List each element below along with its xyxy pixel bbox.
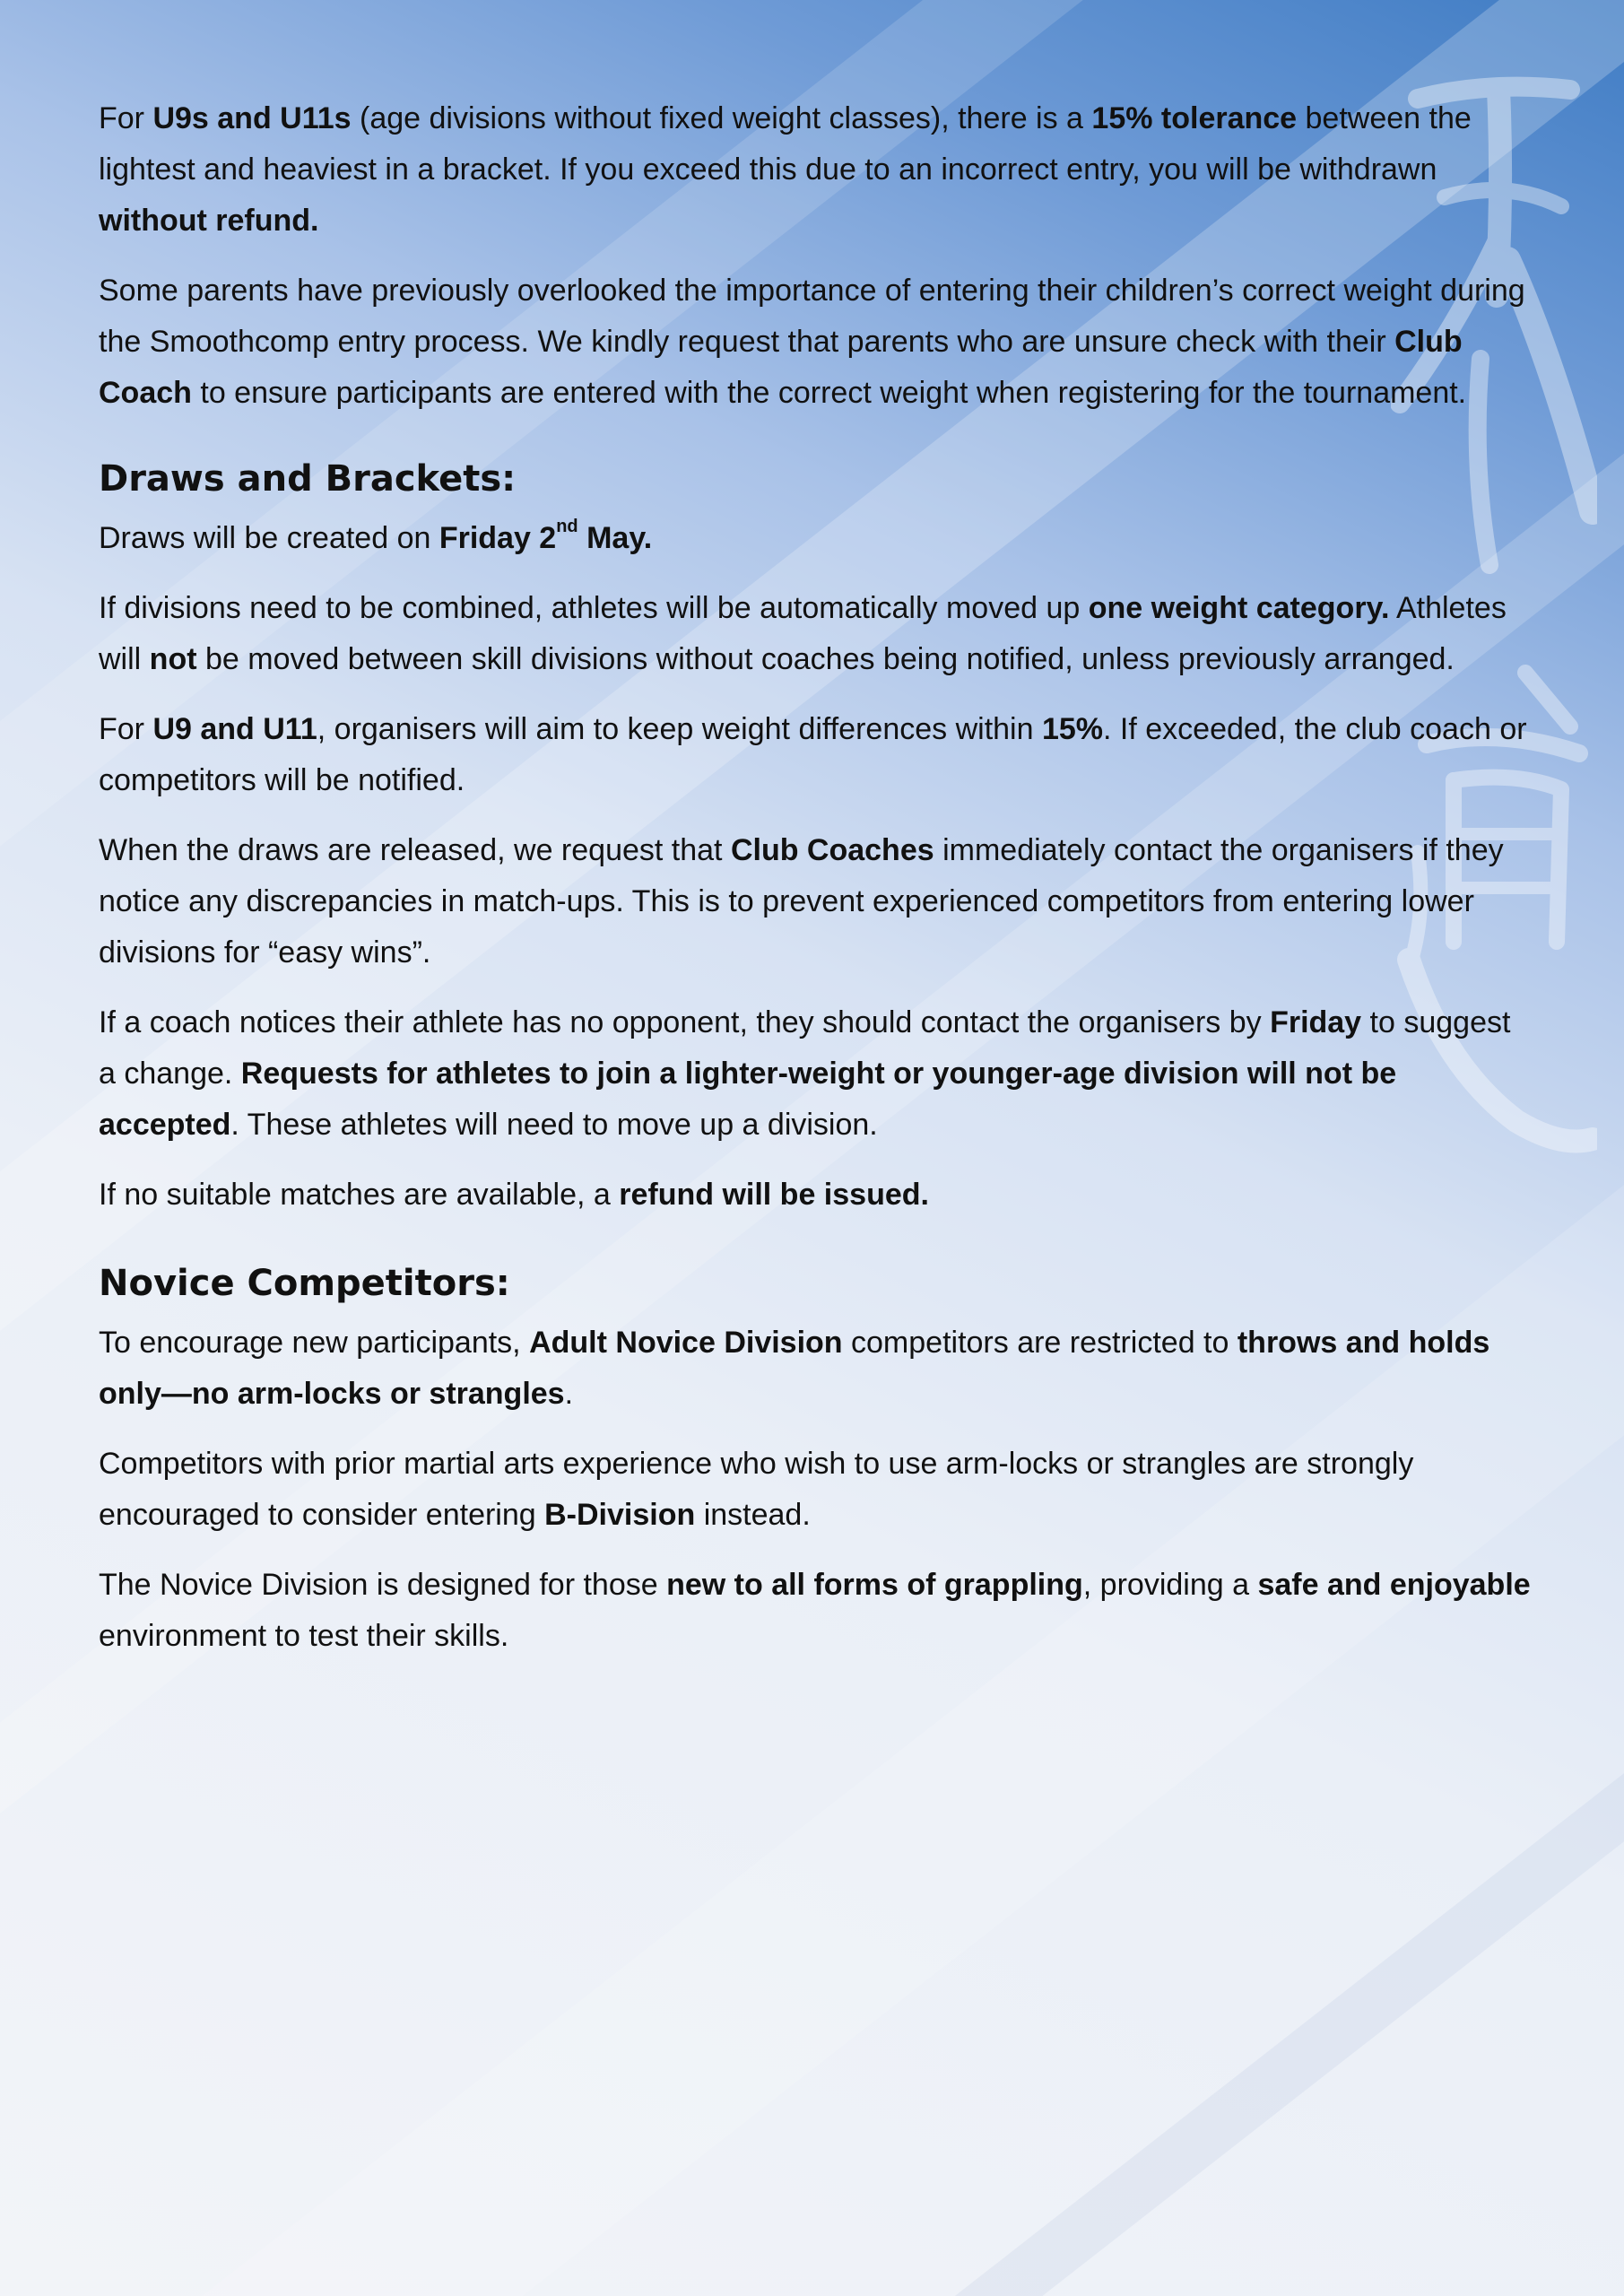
draws-date-paragraph: Draws will be created on Friday 2nd May. <box>99 517 653 555</box>
tolerance-paragraph: For U9s and U11s (age divisions without fixed weight classes), there is a 15% tolerance between the lightest and heaviest in a bracket. If you exceed this due to an incorrect entry, you will be withdrawn without refund. <box>99 101 1472 238</box>
novice-purpose-paragraph: The Novice Division is designed for those new to all forms of grappling, providing a safe and enjoyable environment to test their skills. <box>99 1568 1531 1653</box>
document-body <box>99 93 1533 1681</box>
novice-heading: Novice Competitors: <box>99 1263 510 1304</box>
weight-entry-paragraph: Some parents have previously overlooked the importance of entering their children’s correct weight during the Smoothcomp entry process. We kindly request that parents who are unsure check with their Club Coach to ensure participants are entered with the correct weight when registering for the tournament. <box>99 274 1525 410</box>
no-opponent-paragraph: If a coach notices their athlete has no opponent, they should contact the organisers by Friday to suggest a change. Requests for athletes to join a lighter-weight or younger-age division will not be accepted. These athletes will need to move up a division. <box>99 1005 1511 1142</box>
discrepancies-paragraph: When the draws are released, we request that Club Coaches immediately contact the organisers if they notice any discrepancies in match-ups. This is to prevent experienced competitors from entering lower divisions for “easy wins”. <box>99 833 1504 970</box>
combined-divisions-paragraph: If divisions need to be combined, athletes will be automatically moved up one weight category. Athletes will not be moved between skill divisions without coaches being notified, unless previously arranged. <box>99 591 1507 676</box>
refund-paragraph: If no suitable matches are available, a refund will be issued. <box>99 1178 929 1212</box>
novice-restrictions-paragraph: To encourage new participants, Adult Novice Division competitors are restricted to throws and holds only—no arm-locks or strangles. <box>99 1326 1490 1411</box>
weight-difference-paragraph: For U9 and U11, organisers will aim to keep weight differences within 15%. If exceeded, the club coach or competitors will be notified. <box>99 712 1527 797</box>
martial-arts-experience-paragraph: Competitors with prior martial arts experience who wish to use arm-locks or strangles are strongly encouraged to consider entering B-Division instead. <box>99 1447 1414 1532</box>
draws-heading: Draws and Brackets: <box>99 458 517 500</box>
